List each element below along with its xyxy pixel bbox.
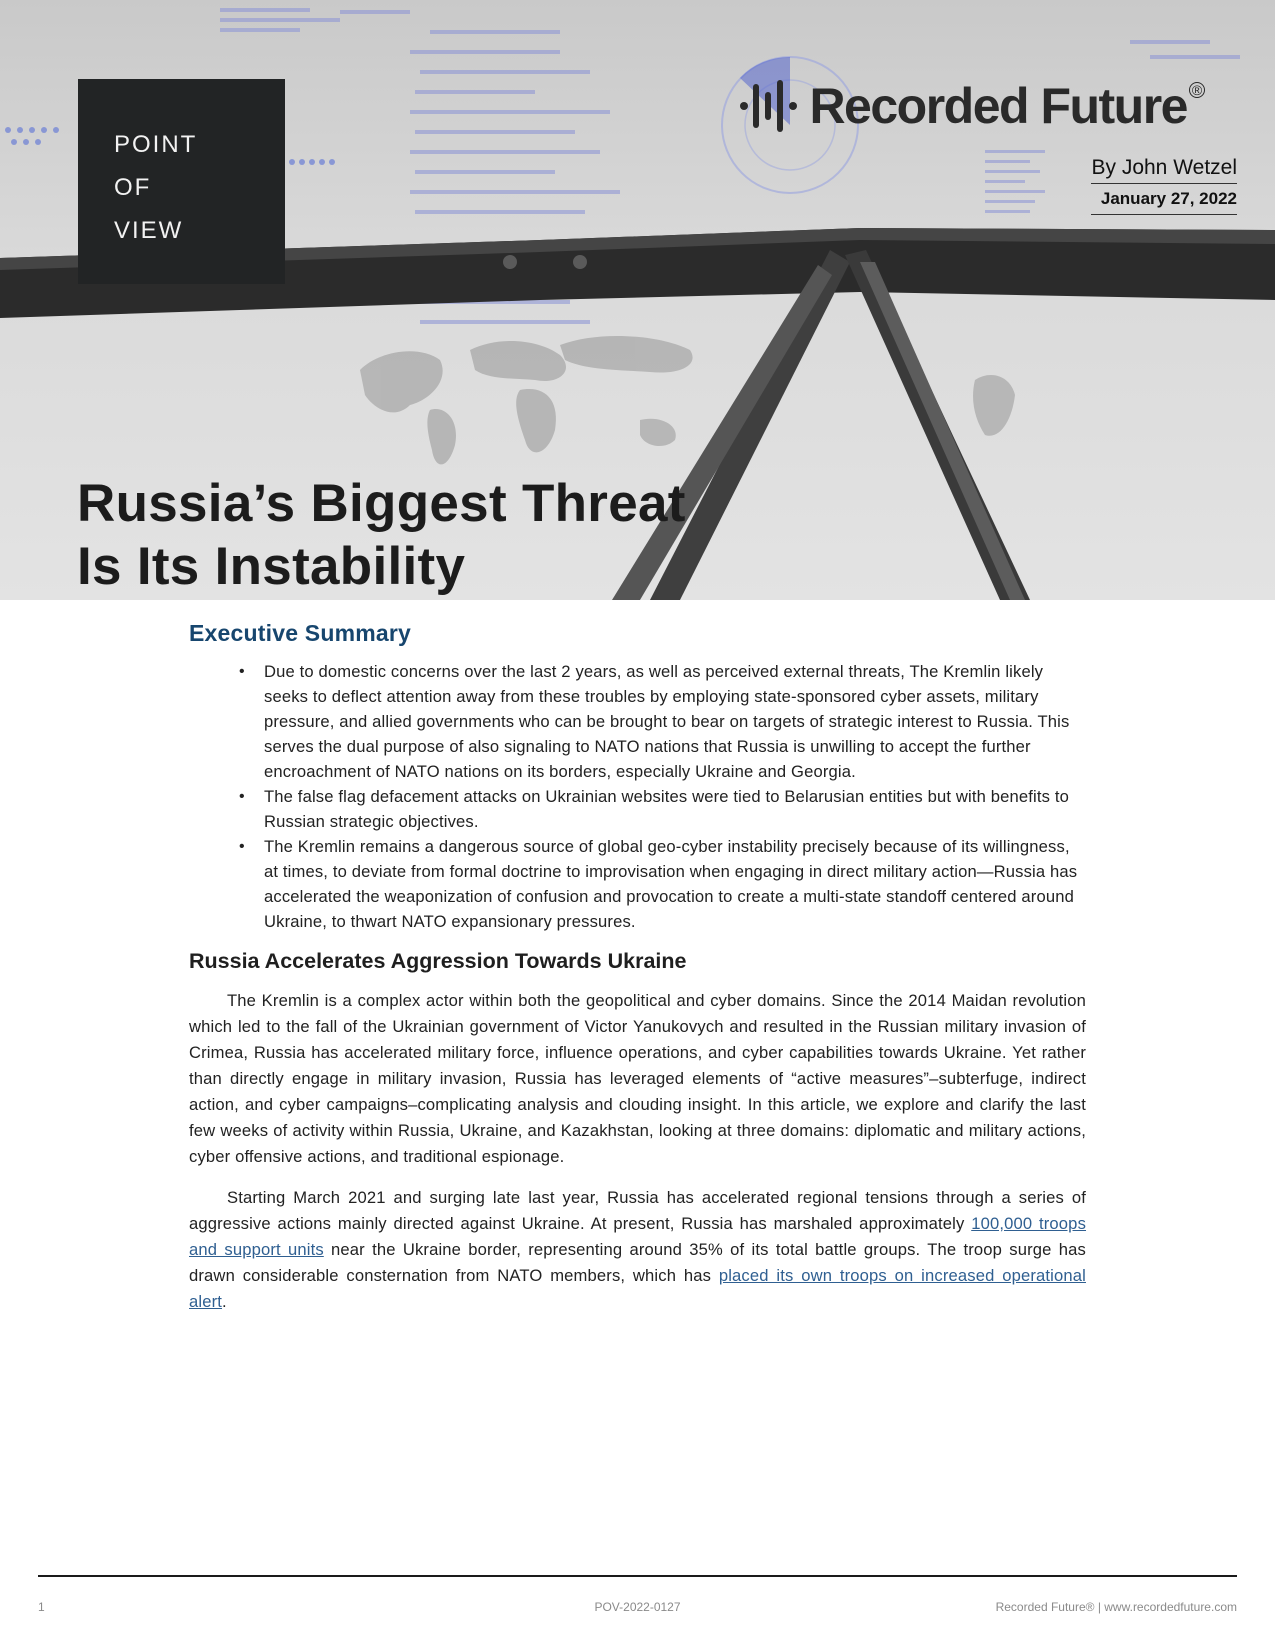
list-item: • Due to domestic concerns over the last 2 years, as well as perceived external threats, The Kremlin likely seeks to deflect attention away from these troubles by employing state-sponsored cyber assets, military pressure, and allied governments who can be brought to bear on targets of strategic interest to Russia. This serves the dual purpose of also signaling to NATO nations that Russia is unwilling to accept the further encroachment of NATO nations on its borders, especially Ukraine and Georgia. — [264, 659, 1086, 784]
troops-link[interactable]: 100,000 troops and support units — [189, 1214, 1087, 1259]
article-body — [189, 620, 1086, 1330]
title-line-1: Russia’s Biggest Threat — [77, 474, 686, 533]
section-heading: Russia Accelerates Aggression Towards Ukraine — [189, 949, 687, 973]
paragraph-1: The Kremlin is a complex actor within both the geopolitical and cyber domains. Since the 2014 Maidan revolution which led to the fall of the Ukrainian government of Victor Yanukovych and resulted in the Russian military invasion of Crimea, Russia has accelerated military force, influence operations, and cyber capabilities towards Ukraine. Yet rather than directly engage in military invasion, Russia has leveraged elements of “active measures”–subterfuge, indirect action, and cyber campaigns–complicating analysis and clouding insight. In this article, we explore and clarify the last few weeks of activity within Russia, Ukraine, and Kazakhstan, looking at three domains: diplomatic and military actions, cyber offensive actions, and traditional espionage. — [189, 991, 1086, 1166]
author: By John Wetzel — [1091, 156, 1237, 184]
paragraph-2-text-c: . — [222, 1292, 227, 1311]
point-of-view-badge — [78, 79, 285, 284]
list-item: • The Kremlin remains a dangerous source of global geo-cyber instability precisely because of its willingness, at times, to deviate from formal doctrine to improvisation when engaging in direct military action—Russia has accelerated the weaponization of confusion and provocation to create a multi-state standoff centered around Ukraine, to thwart NATO expansionary pressures. — [264, 834, 1086, 934]
footer-divider — [38, 1575, 1237, 1577]
footer-site: Recorded Future® | www.recordedfuture.com — [995, 1600, 1237, 1614]
paragraph-2-text-a: Starting March 2021 and surging late last year, Russia has accelerated regional tensions through a series of aggressive actions mainly directed against Ukraine. At present, Russia has marshaled approximately — [189, 1188, 1086, 1233]
executive-summary-heading: Executive Summary — [189, 620, 412, 646]
badge-line-2: OF — [114, 174, 152, 201]
publish-date: January 27, 2022 — [1091, 189, 1237, 215]
recorded-future-logo — [739, 78, 1203, 134]
page-number: 1 — [38, 1600, 45, 1614]
title-line-2: Is Its Instability — [77, 537, 466, 596]
list-item: • The false flag defacement attacks on Ukrainian websites were tied to Belarusian entities but with benefits to Russian strategic objectives. — [264, 784, 1086, 834]
hero-banner — [0, 0, 1275, 600]
registered-mark: ® — [1189, 82, 1205, 98]
badge-line-1: POINT — [114, 131, 198, 158]
nato-alert-link[interactable]: placed its own troops on increased operational alert — [189, 1266, 1086, 1311]
byline — [1091, 156, 1237, 215]
brand-name: Recorded Future — [809, 78, 1187, 134]
brand-mark-icon — [739, 78, 799, 134]
paragraph-2 — [189, 1185, 1086, 1315]
paragraph-2-text-b: near the Ukraine border, representing around 35% of its total battle groups. The troop surge has drawn considerable consternation from NATO members, which has — [189, 1240, 1086, 1285]
executive-summary-list — [189, 659, 1086, 934]
badge-line-3: VIEW — [114, 217, 184, 244]
page-title — [77, 472, 686, 598]
document-code: POV-2022-0127 — [594, 1600, 681, 1614]
